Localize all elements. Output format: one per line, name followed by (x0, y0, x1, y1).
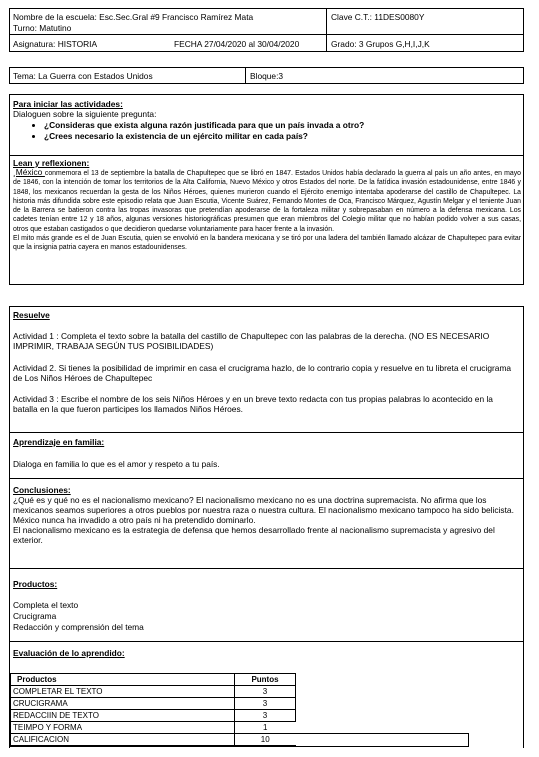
header-grado-cell (326, 34, 524, 52)
lean-heading: Lean y reflexionen: (13, 158, 90, 168)
row-producto: CALIFICACION (11, 734, 235, 746)
resuelve-heading: Resuelve (13, 310, 50, 320)
table-row (11, 734, 296, 746)
row-puntos: 3 (235, 710, 296, 722)
table-row (11, 710, 296, 722)
table-row (11, 698, 296, 710)
lean-body: conmemora el 13 de septiembre la batalla de Chapultepec que se libró en 1847. Estados Unidos había declarado la guerra al país un año antes, en mayo de 1846, con la intención de tomar los territorios de la Alta California, Nuevo México y otros Estados del norte. De la fatídica invasión estadounidense, entre 1846 y 1848, los mexicanos recuerdan la gesta de los Niños Héroes, quienes murieron cuando el Ejército enemigo intentaba apoderarse del castillo de Chapultepec. La historia más difundida sobre este episodio relata que Juan Escutia, Vicente Suárez, Fernando Montes de Oca, Francisco Márquez, Agustín Melgar y el teniente Juan de la Barrera se batieron contra las tropas invasoras que pretendían apoderarse de la fortaleza militar y sobrepasaban en número a la defensa mexicana. Los cadetes tenían entre 12 y 18 años, algunas versiones historiográficas presumen que eran miembros del Colegio militar que no habían podido volver a sus casas, otros que estaban castigados o que decidieron quedarse voluntariamente para hacer frente a la invasión. (13, 170, 521, 233)
lean-paragraph (13, 168, 521, 253)
school-key: Clave C.T.: 11DES0080Y (331, 12, 425, 22)
row-producto: REDACCIIN DE TEXTO (11, 710, 235, 722)
table-row (11, 722, 296, 734)
header-puntos: Puntos (235, 674, 296, 686)
activity-1: Actividad 1 : Completa el texto sobre la batalla del castillo de Chapultepec con las palabras de la derecha. (NO ES NECESARIO IMPRIMIR, TRABAJA SEGÚN TUS POSIBILIDADES) (13, 331, 490, 351)
iniciar-intro: Dialoguen sobre la siguiente pregunta: (13, 109, 157, 119)
conclusiones-section (9, 478, 524, 569)
row-puntos: 10 (235, 734, 296, 746)
producto-item: Redacción y comprensión del tema (13, 622, 144, 632)
row-producto: CRUCIGRAMA (11, 698, 235, 710)
row-divider-line (468, 733, 469, 747)
question-item: • ¿Crees necesario la existencia de un ejército militar en cada país? (44, 131, 364, 142)
iniciar-section (9, 94, 524, 156)
bloque-cell (245, 67, 524, 84)
conclusiones-text-2: El nacionalismo mexicano es la estrategia de defensa que hemos desarrollado frente al nacionalismo supremacista y agresivo del exterior. (13, 525, 495, 545)
conclusiones-heading: Conclusiones: (13, 485, 71, 495)
activity-2: Actividad 2. Si tienes la posibilidad de imprimir en casa el crucigrama hazlo, de lo contrario copia y resuelve en tu libreta el crucigrama de Los Niños Héroes de Chapultepec (13, 363, 512, 383)
row-divider-line (295, 733, 468, 734)
conclusiones-paragraph (13, 495, 519, 545)
question-item: • ¿Consideras que exista alguna razón justificada para que un país invada a otro? (44, 120, 364, 131)
shift: Turno: Matutino (13, 23, 72, 33)
familia-section (9, 432, 524, 479)
table-header-row (11, 674, 296, 686)
familia-heading: Aprendizaje en familia: (13, 437, 105, 447)
date-range: FECHA 27/04/2020 al 30/04/2020 (174, 39, 300, 49)
productos-section (9, 568, 524, 642)
header-clave-cell (326, 8, 524, 35)
grade-groups: Grado: 3 Grupos G,H,I,J,K (331, 39, 430, 49)
row-puntos: 3 (235, 698, 296, 710)
questions-list (22, 120, 364, 142)
iniciar-heading: Para iniciar las actividades: (13, 99, 123, 109)
topic: Tema: La Guerra con Estados Unidos (13, 71, 153, 81)
school-name: Nombre de la escuela: Esc.Sec.Gral #9 Francisco Ramírez Mata (13, 12, 254, 22)
row-producto: COMPLETAR EL TEXTO (11, 686, 235, 698)
row-producto: TEIMPO Y FORMA (11, 722, 235, 734)
lean-section (9, 155, 524, 285)
row-puntos: 1 (235, 722, 296, 734)
activity-3: Actividad 3 : Escribe el nombre de los seis Niños Héroes y en un breve texto redacta con tus propias palabras lo acontecido en la batalla en la que fueron participes los llamados Niños Héroes. (13, 394, 493, 414)
tema-cell (9, 67, 246, 84)
header-escuela-cell (9, 8, 327, 35)
productos-heading: Productos: (13, 579, 58, 589)
conclusiones-text: ¿Qué es y qué no es el nacionalismo mexicano? El nacionalismo mexicano no es una doctrina supremacista. No afirma que los mexicanos seamos superiores a otros pueblos por nuestra raza o nuestra cultura. El nacionalismo mexicano tampoco ha sido belicista. México nunca ha invadido a otro país ni ha pretendido dominarlo. (13, 495, 514, 525)
table-row (11, 686, 296, 698)
header-asignatura-cell (9, 34, 327, 52)
row-divider-line (10, 746, 468, 747)
lean-lead: ¸México (13, 167, 45, 177)
producto-item: Crucigrama (13, 611, 57, 621)
producto-item: Completa el texto (13, 600, 79, 610)
familia-text: Dialoga en familia lo que es el amor y respeto a tu país. (13, 459, 220, 469)
lean-body-2: El mito más grande es el de Juan Escutia, quien se envolvió en la bandera mexicana y se tiró por una ladera del también llamado alcázar de Chapultepec para evitar que la insignia patria cayera en manos estadounidenses. (13, 235, 521, 252)
row-puntos: 3 (235, 686, 296, 698)
resuelve-section (9, 306, 524, 433)
header-productos: Productos (11, 674, 235, 686)
evaluation-table (10, 673, 296, 746)
subject: Asignatura: HISTORIA (13, 39, 98, 49)
block: Bloque:3 (250, 71, 284, 81)
evaluacion-heading: Evaluación de lo aprendido: (13, 648, 125, 658)
